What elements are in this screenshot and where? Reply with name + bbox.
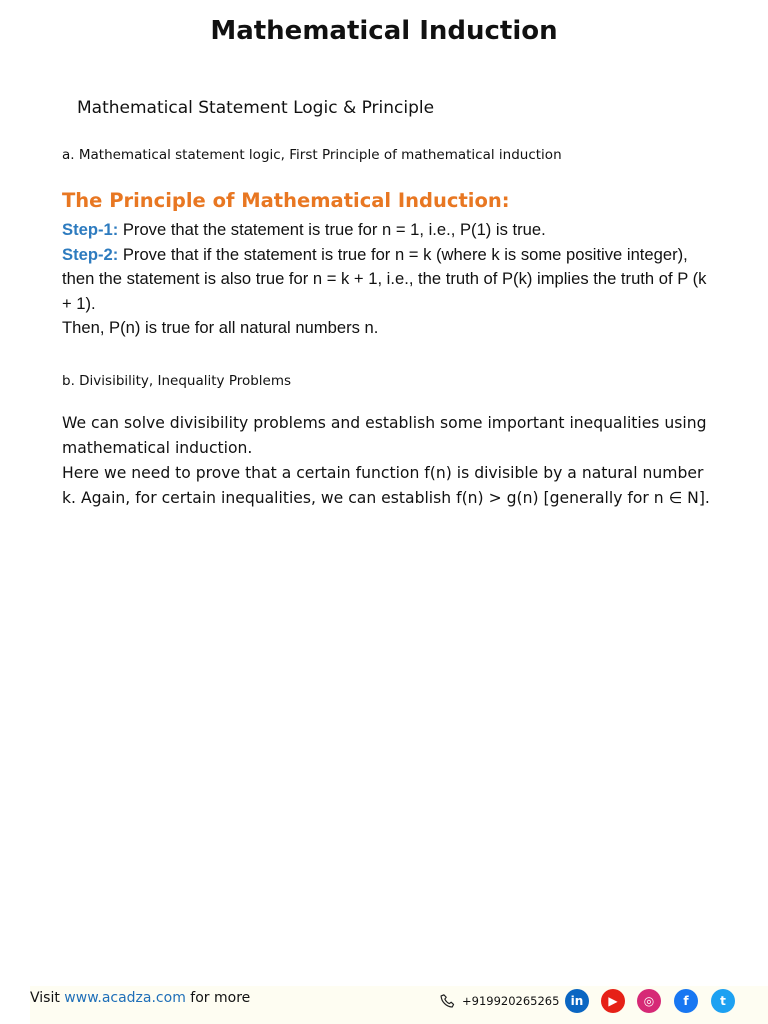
divisibility-paragraph-2: Here we need to prove that a certain function f(n) is divisible by a natural number k. Again, for certain inequalities, we can establish f(n) > g(n) [generally for n ∈ N]. [62, 464, 710, 507]
footer [30, 986, 768, 1024]
website-link[interactable]: www.acadza.com [64, 990, 186, 1006]
divisibility-text [62, 411, 722, 511]
page-title: Mathematical Induction [210, 16, 558, 46]
subsection-a-title: a. Mathematical statement logic, First Principle of mathematical induction [62, 147, 562, 163]
youtube-icon[interactable]: ▶ [601, 989, 625, 1013]
step-2-label: Step-2: [62, 244, 119, 264]
step-1-label: Step-1: [62, 220, 119, 239]
footer-visit-text [30, 990, 250, 1006]
step-1-text: Prove that the statement is true for n = 1, i.e., P(1) is true. [118, 220, 546, 239]
conclusion: Then, P(n) is true for all natural numbers n. [62, 318, 379, 337]
twitter-icon[interactable]: t [711, 989, 735, 1013]
linkedin-icon[interactable]: in [565, 989, 589, 1013]
principle-heading: The Principle of Mathematical Induction: [62, 189, 510, 212]
visit-prefix: Visit [30, 990, 65, 1006]
step-2-text: Prove that if the statement is true for n = k (where k is some positive integer), then the statement is also true for n = k + 1, i.e., the truth of P(k) implies the truth of P (k + 1). [62, 244, 707, 313]
divisibility-paragraph-1: We can solve divisibility problems and establish some important inequalities using mathematical induction. [62, 414, 707, 457]
step-2 [62, 243, 712, 317]
step-1 [62, 218, 712, 243]
facebook-icon[interactable]: f [674, 989, 698, 1013]
instagram-icon[interactable]: ◎ [637, 989, 661, 1013]
section-title: Mathematical Statement Logic & Principle [77, 98, 435, 118]
principle-steps [62, 218, 712, 341]
phone-number: +919920265265 [462, 994, 560, 1008]
phone-icon [439, 993, 457, 1011]
visit-suffix: for more [185, 990, 251, 1006]
subsection-b-title: b. Divisibility, Inequality Problems [62, 373, 292, 389]
